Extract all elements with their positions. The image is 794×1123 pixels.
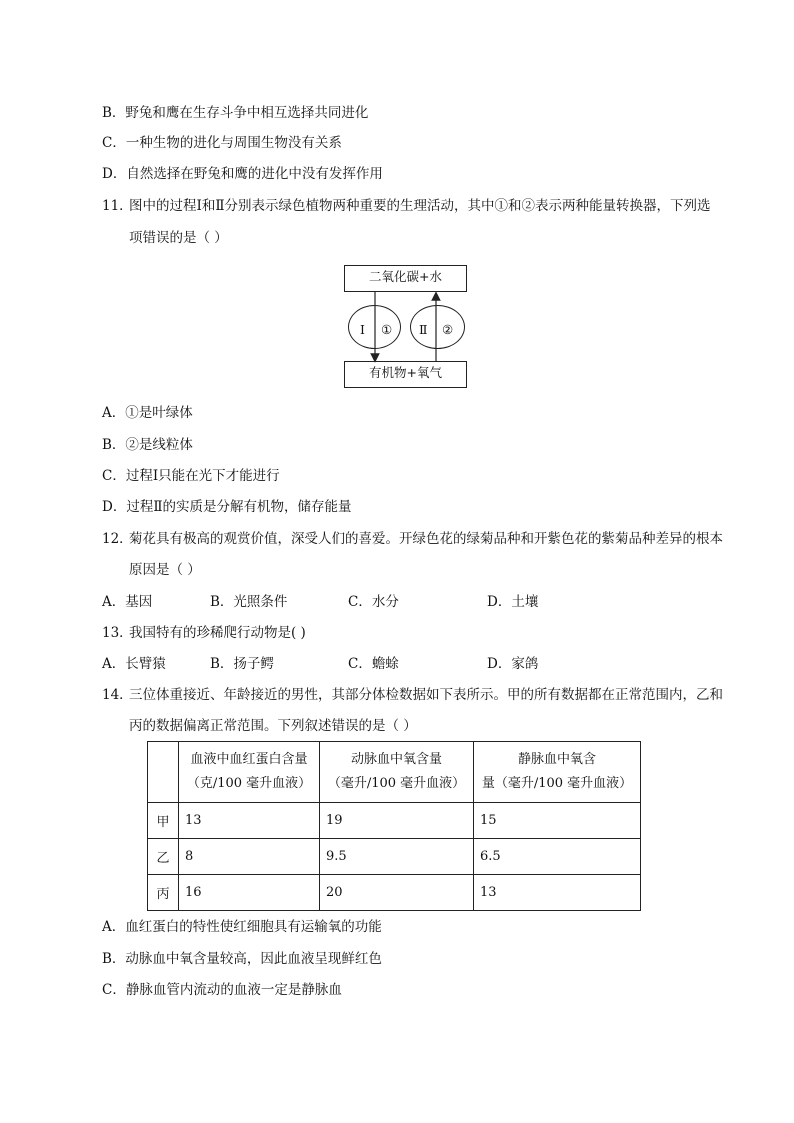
health-data-table bbox=[147, 741, 641, 911]
row-label: 乙 bbox=[148, 839, 179, 875]
diagram-top-box: 二氧化碳+水 bbox=[344, 265, 467, 292]
table-cell: 13 bbox=[179, 803, 320, 839]
table-header-arterial-oxygen bbox=[320, 742, 474, 803]
diagram-bottom-box: 有机物+氧气 bbox=[344, 361, 467, 388]
q10-option-b: B．野兔和鹰在生存斗争中相互选择共同进化 bbox=[102, 105, 369, 121]
table-row bbox=[148, 875, 641, 911]
table-cell: 19 bbox=[320, 803, 474, 839]
q12-option-a: A．基因 bbox=[102, 594, 153, 610]
table-row bbox=[148, 839, 641, 875]
row-label: 甲 bbox=[148, 803, 179, 839]
q14-stem-line2: 丙的数据偏离正常范围。下列叙述错误的是（ ） bbox=[129, 718, 417, 734]
header-venous-line1: 静脉血中氧含 bbox=[517, 752, 596, 767]
q11-number: 11． bbox=[102, 198, 133, 214]
q11-option-a: A．①是叶绿体 bbox=[102, 405, 193, 421]
q12-option-c: C．水分 bbox=[348, 594, 399, 610]
q13-option-d: D．家鸽 bbox=[487, 656, 539, 672]
q11-option-b: B．②是线粒体 bbox=[102, 437, 193, 453]
q11-stem-line1: 图中的过程Ⅰ和Ⅱ分别表示绿色植物两种重要的生理活动，其中①和②表示两种能量转换器，下列选 bbox=[129, 198, 711, 214]
header-arterial-line1: 动脉血中氧含量 bbox=[350, 752, 442, 767]
table-header-hemoglobin bbox=[179, 742, 320, 803]
table-cell: 6.5 bbox=[474, 839, 641, 875]
q14-stem-line1: 三位体重接近、年龄接近的男性，其部分体检数据如下表所示。甲的所有数据都在正常范围内，乙和 bbox=[129, 687, 723, 703]
q12-number: 12． bbox=[102, 531, 133, 547]
q13-stem-line1: 我国特有的珍稀爬行动物是( ) bbox=[129, 625, 306, 641]
diagram-arrows bbox=[360, 290, 450, 364]
table-header-venous-oxygen bbox=[474, 742, 641, 803]
table-header-row bbox=[148, 742, 641, 803]
q10-option-c: C．一种生物的进化与周围生物没有关系 bbox=[102, 135, 342, 151]
table-cell: 9.5 bbox=[320, 839, 474, 875]
q14-option-c: C．静脉血管内流动的血液一定是静脉血 bbox=[102, 982, 342, 998]
table-cell: 16 bbox=[179, 875, 320, 911]
q11-stem-line2: 项错误的是（ ） bbox=[129, 230, 228, 246]
header-venous-line2: 量（毫升/100 毫升血液） bbox=[481, 776, 633, 791]
q13-number: 13． bbox=[102, 625, 133, 641]
q13-option-b: B．扬子鳄 bbox=[210, 656, 274, 672]
table-row bbox=[148, 803, 641, 839]
q10-option-d: D．自然选择在野兔和鹰的进化中没有发挥作用 bbox=[102, 166, 383, 182]
header-hemoglobin-line1: 血液中血红蛋白含量 bbox=[190, 752, 308, 767]
q11-option-d: D．过程Ⅱ的实质是分解有机物，储存能量 bbox=[102, 499, 352, 515]
q14-option-b: B．动脉血中氧含量较高，因此血液呈现鲜红色 bbox=[102, 951, 382, 967]
table-cell: 8 bbox=[179, 839, 320, 875]
q11-option-c: C．过程Ⅰ只能在光下才能进行 bbox=[102, 468, 280, 484]
table-cell: 13 bbox=[474, 875, 641, 911]
table-cell: 15 bbox=[474, 803, 641, 839]
q12-stem-line1: 菊花具有极高的观赏价值，深受人们的喜爱。开绿色花的绿菊品种和开紫色花的紫菊品种差异的根本 bbox=[129, 531, 723, 547]
table-cell: 20 bbox=[320, 875, 474, 911]
oval2-number: ② bbox=[442, 322, 454, 337]
q14-option-a: A．血红蛋白的特性使红细胞具有运输氧的功能 bbox=[102, 919, 382, 935]
header-hemoglobin-line2: （克/100 毫升血液） bbox=[186, 776, 312, 791]
q12-stem-line2: 原因是（ ） bbox=[129, 562, 201, 578]
oval1-roman: Ⅰ bbox=[360, 322, 365, 337]
table-corner-cell bbox=[148, 742, 179, 803]
oval2-roman: Ⅱ bbox=[419, 322, 428, 337]
q13-option-c: C．蟾蜍 bbox=[348, 656, 399, 672]
row-label: 丙 bbox=[148, 875, 179, 911]
q14-number: 14． bbox=[102, 687, 133, 703]
header-arterial-line2: （毫升/100 毫升血液） bbox=[327, 776, 466, 791]
q12-option-b: B．光照条件 bbox=[210, 594, 288, 610]
q12-option-d: D．土壤 bbox=[487, 594, 539, 610]
oval1-number: ① bbox=[381, 322, 393, 337]
q13-option-a: A．长臂猿 bbox=[102, 656, 166, 672]
